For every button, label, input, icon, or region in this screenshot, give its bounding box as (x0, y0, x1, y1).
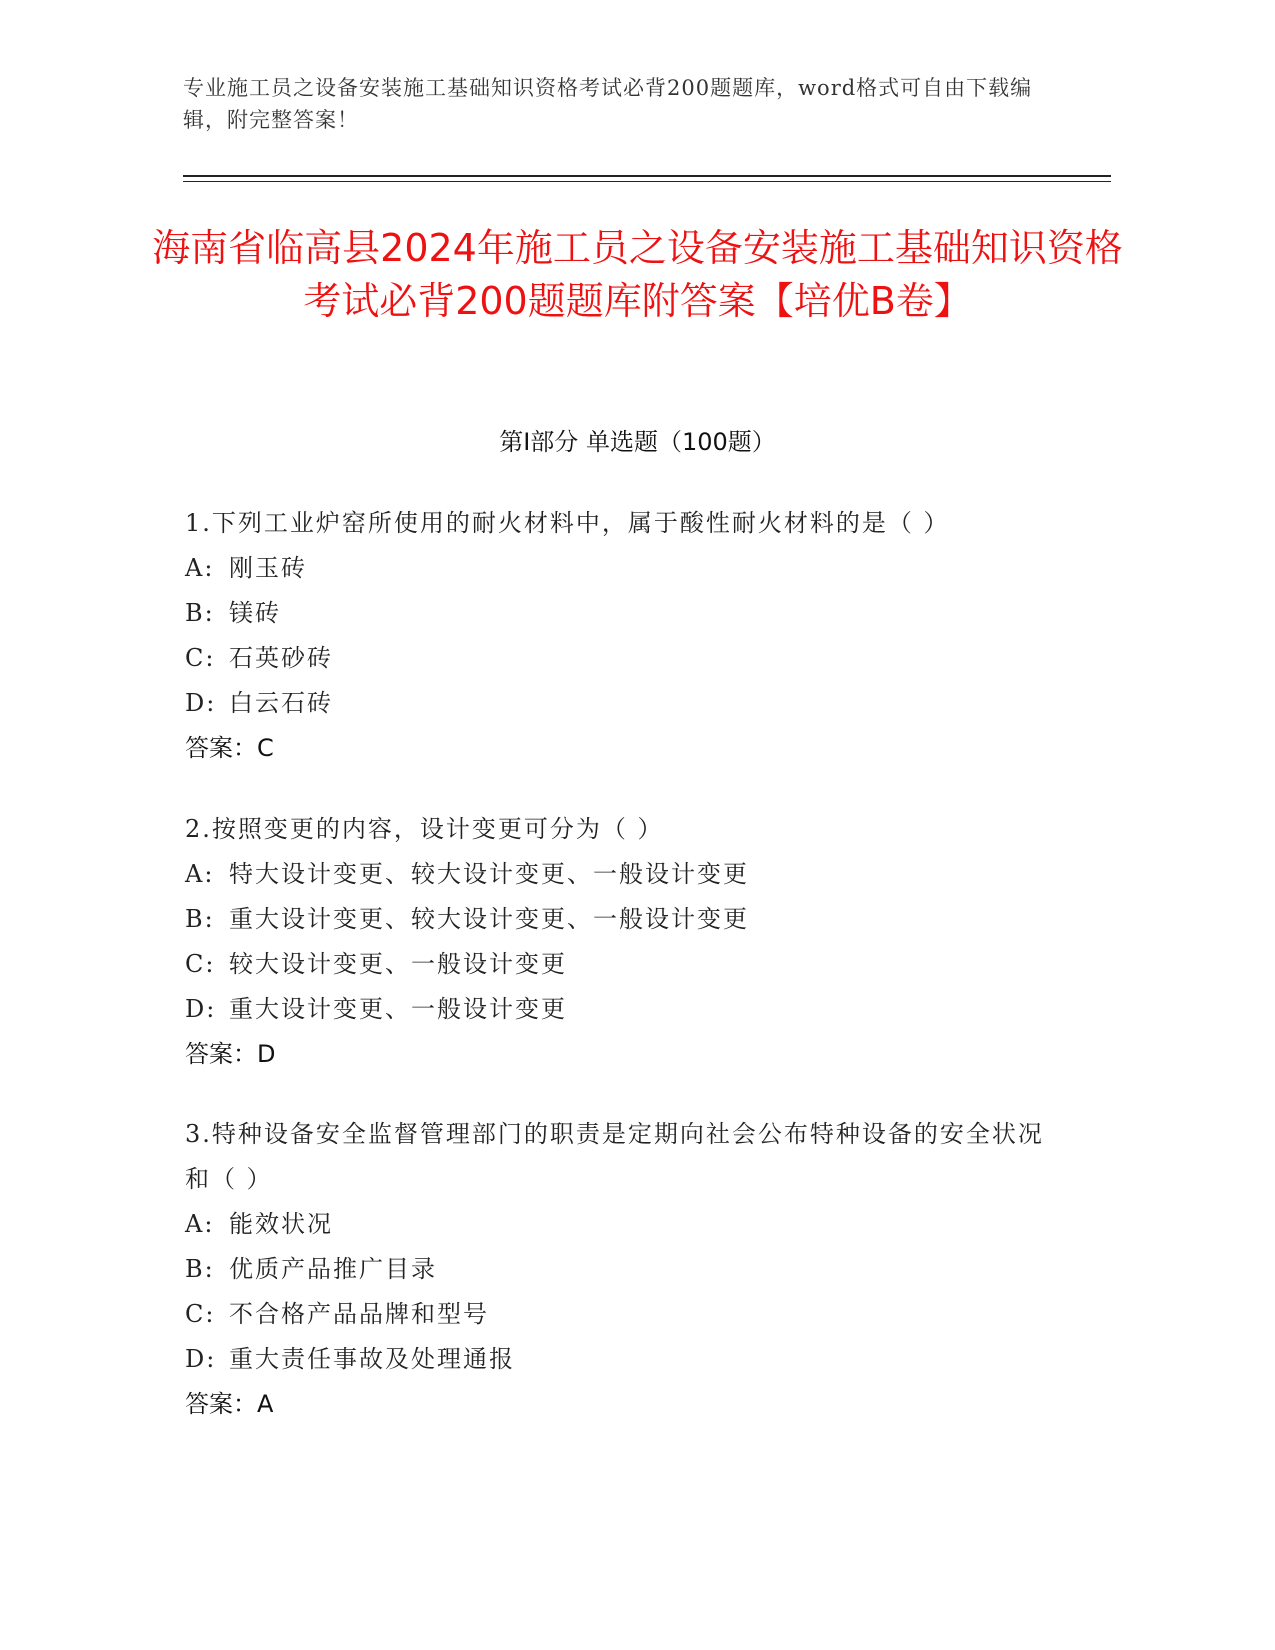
question-stem: 1.下列工业炉窑所使用的耐火材料中，属于酸性耐火材料的是（ ） (185, 509, 950, 537)
question-3 (185, 1112, 1065, 1427)
option-text: 重大设计变更、一般设计变更 (229, 995, 567, 1023)
header-divider-thick (183, 175, 1111, 177)
option-letter: C: (185, 644, 216, 672)
option-text: 较大设计变更、一般设计变更 (229, 950, 567, 978)
option-letter: D: (185, 1345, 217, 1373)
option-text: 能效状况 (229, 1210, 333, 1238)
option-letter: B: (185, 599, 215, 627)
option-text: 不合格产品品牌和型号 (229, 1300, 489, 1328)
option-c (185, 942, 1065, 987)
section-heading: 第I部分 单选题（100题） (499, 428, 776, 456)
header-divider-thin (183, 181, 1111, 182)
document-title: 海南省临高县2024年施工员之设备安装施工基础知识资格考试必背200题题库附答案【培优B卷】 (152, 226, 1123, 323)
header-note: 专业施工员之设备安装施工基础知识资格考试必背200题题库，word格式可自由下载编辑，附完整答案！ (183, 76, 1033, 132)
question-2 (185, 807, 1065, 1077)
option-c (185, 1292, 1065, 1337)
answer-line: 答案：A (185, 1390, 274, 1418)
question-stem: 2.按照变更的内容，设计变更可分为（ ） (185, 815, 664, 843)
option-letter: B: (185, 1255, 215, 1283)
option-letter: C: (185, 1300, 216, 1328)
option-letter: C: (185, 950, 216, 978)
option-b (185, 591, 1065, 636)
option-letter: D: (185, 689, 217, 717)
question-1 (185, 501, 1065, 771)
option-text: 重大责任事故及处理通报 (229, 1345, 515, 1373)
option-a (185, 546, 1065, 591)
question-stem: 3.特种设备安全监督管理部门的职责是定期向社会公布特种设备的安全状况和（ ） (185, 1120, 1044, 1193)
option-text: 白云石砖 (229, 689, 333, 717)
option-d (185, 1337, 1065, 1382)
answer-line: 答案：C (185, 734, 274, 762)
option-letter: A: (185, 1210, 215, 1238)
answer-line: 答案：D (185, 1040, 276, 1068)
option-letter: A: (185, 554, 215, 582)
option-letter: B: (185, 905, 215, 933)
option-text: 优质产品推广目录 (229, 1255, 437, 1283)
option-c (185, 636, 1065, 681)
option-letter: A: (185, 860, 215, 888)
option-a (185, 1202, 1065, 1247)
option-text: 镁砖 (229, 599, 281, 627)
option-text: 石英砂砖 (229, 644, 333, 672)
option-text: 刚玉砖 (229, 554, 307, 582)
option-a (185, 852, 1065, 897)
option-text: 重大设计变更、较大设计变更、一般设计变更 (229, 905, 749, 933)
option-b (185, 1247, 1065, 1292)
option-letter: D: (185, 995, 217, 1023)
option-text: 特大设计变更、较大设计变更、一般设计变更 (229, 860, 749, 888)
option-b (185, 897, 1065, 942)
option-d (185, 681, 1065, 726)
option-d (185, 987, 1065, 1032)
